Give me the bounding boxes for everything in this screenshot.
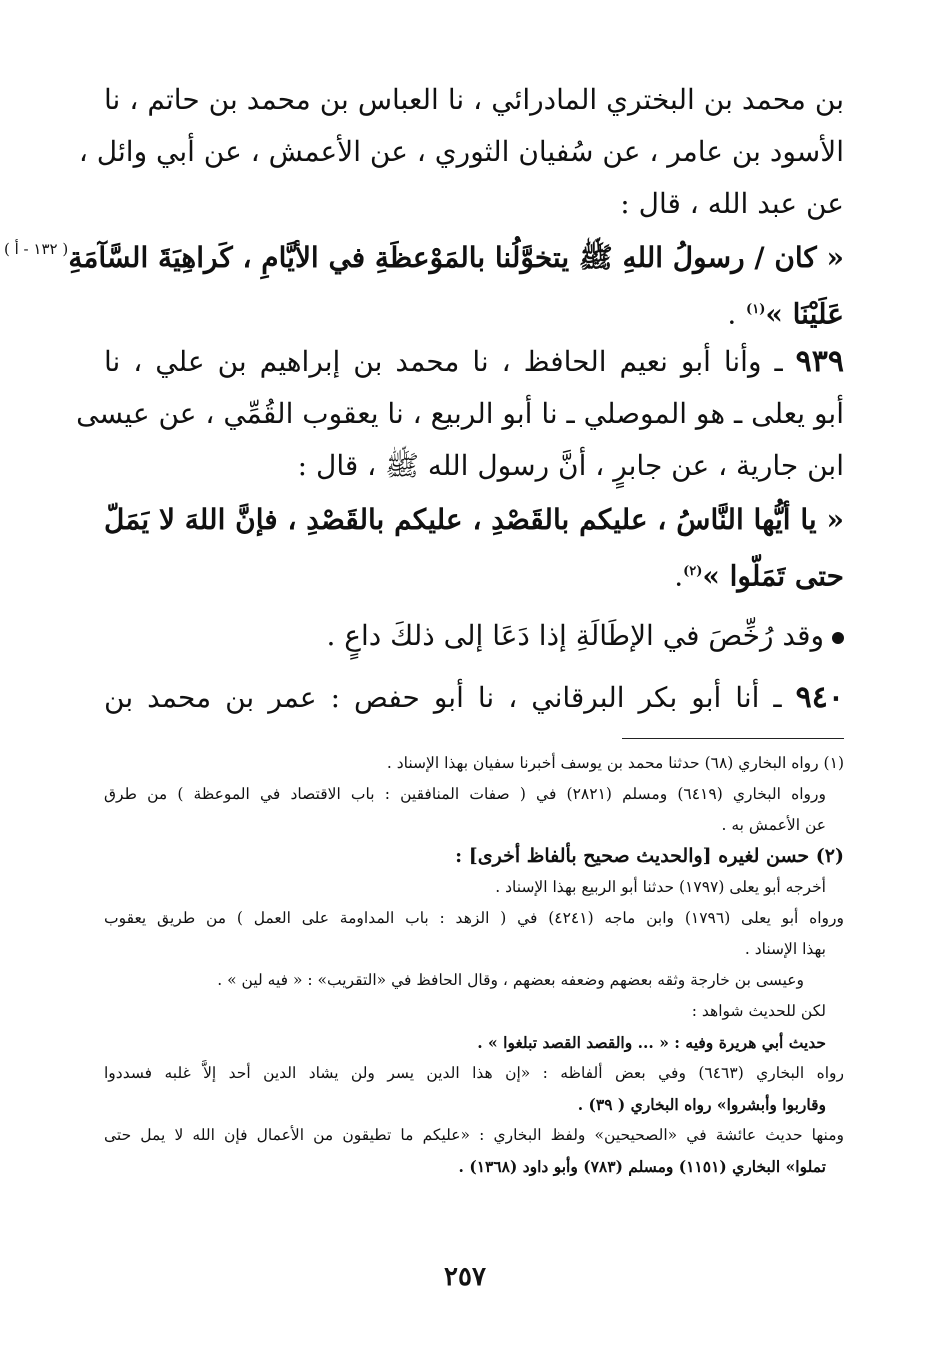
text-line: الأسود بن عامر ، عن سُفيان الثوري ، عن الأعمش ، عن أبي وائل ، <box>78 135 844 168</box>
paragraph-isnad-continuation <box>78 74 844 230</box>
text-line: عن عبد الله ، قال : <box>620 187 844 220</box>
bullet-icon <box>832 632 844 644</box>
footnote-line: بهذا الإسناد . <box>744 940 826 958</box>
hadith-line-end <box>104 546 844 602</box>
text-line <box>104 672 844 724</box>
text-line: أبو يعلى ـ هو الموصلي ـ نا أبو الربيع ، نا يعقوب القُمِّي ، عن عيسى <box>76 397 844 430</box>
hadith-940 <box>104 672 844 724</box>
hadith-text-1 <box>68 232 844 340</box>
footnotes <box>104 748 844 1182</box>
hadith-line: « كان / رسولُ اللهِ ﷺ يتخوَّلُنا بالمَوْعظَةِ في الأيَّامِ ، كَراهِيَةَ السَّآمَةِ <box>68 241 844 274</box>
footnote-line: تملوا» البخاري (١١٥١) ومسلم (٧٨٣) وأبو داود (١٣٦٨) . <box>458 1157 826 1176</box>
footnote-line: (١) رواه البخاري (٦٨) حدثنا محمد بن يوسف أخبرنا سفيان بهذا الإسناد . <box>386 754 844 772</box>
hadith-line-end <box>104 284 844 340</box>
footnote-line: ومنها حديث عائشة في «الصحيحين» ولفظ البخاري : «عليكم ما تطيقون من الأعمال فإن الله لا يمل حتى <box>104 1126 844 1144</box>
text-line: ابن جارية ، عن جابرٍ ، أنَّ رسول الله ﷺ ، قال : <box>297 449 844 482</box>
footnote-ref: (٢) <box>683 564 703 579</box>
hadith-939 <box>76 336 844 492</box>
text-line <box>104 610 844 662</box>
footnote-line: عن الأعمش به . <box>721 816 826 834</box>
footnote-line: ورواه أبو يعلى (١٧٩٦) وابن ماجه (٤٢٤١) في ( الزهد : باب المداومة على العمل ) من طريق يعقوب <box>104 909 844 927</box>
text-segment: ـ وأنا أبو نعيم الحافظ ، نا محمد بن إبراهيم بن علي ، نا <box>104 345 783 378</box>
page-number: ٢٥٧ <box>444 1262 486 1292</box>
hadith-text-2 <box>104 494 844 602</box>
footnote-ref: (١) <box>746 302 766 317</box>
note-paragraph <box>104 610 844 662</box>
hadith-number: ٩٤٠ <box>795 680 844 715</box>
footnote-heading: (٢) حسن لغيره [والحديث صحيح بألفاظ أخرى] : <box>455 845 844 867</box>
text-line <box>104 336 844 388</box>
hadith-line: « يا أيُّها النَّاسُ ، عليكم بالقَصْدِ ، عليكم بالقَصْدِ ، فإنَّ اللهَ لا يَمَلّ <box>104 503 844 536</box>
hadith-number: ٩٣٩ <box>795 344 844 379</box>
footnote-line: رواه البخاري (٦٤٦٣) وفي بعض ألفاظه : «إن هذا الدين يسر ولن يشاد الدين أحد إلاَّ غلبه فسددوا <box>104 1064 844 1082</box>
period: . <box>727 297 737 331</box>
period: . <box>674 559 684 593</box>
note-text: وقد رُخِّصَ في الإطَالَةِ إذا دَعَا إلى ذلكَ داعٍ . <box>326 619 824 652</box>
hadith-line: حتى تَمَلّوا » <box>702 559 844 593</box>
hadith-line: عَلَيْنَا » <box>765 297 844 331</box>
footnote-line: حديث أبي هريرة وفيه : « ... والقصد القصد تبلغوا » . <box>477 1033 826 1052</box>
footnote-line: وقاربوا وأبشروا» رواه البخاري ( ٣٩) . <box>577 1095 826 1114</box>
footnote-divider <box>622 738 844 739</box>
text-line: بن محمد بن البختري المادرائي ، نا العباس بن محمد بن حاتم ، نا <box>104 83 844 116</box>
text-segment: ـ أنا أبو بكر البرقاني ، نا أبو حفص : عمر بن محمد بن <box>104 681 782 714</box>
footnote-line: لكن للحديث شواهد : <box>691 1002 826 1020</box>
footnote-line: ورواه البخاري (٦٤١٩) ومسلم (٢٨٢١) في ( صفات المنافقين : باب الاقتصاد في الموعظة ) من طرق <box>104 785 827 803</box>
manuscript-folio-ref: ( ١٣٢ - أ ) <box>4 240 69 258</box>
footnote-line: وعيسى بن خارجة وثقه بعضهم وضعفه بعضهم ، وقال الحافظ في «التقريب» : « فيه لين » . <box>217 971 804 989</box>
footnote-line: أخرجه أبو يعلى (١٧٩٧) حدثنا أبو الربيع بهذا الإسناد . <box>495 878 826 896</box>
